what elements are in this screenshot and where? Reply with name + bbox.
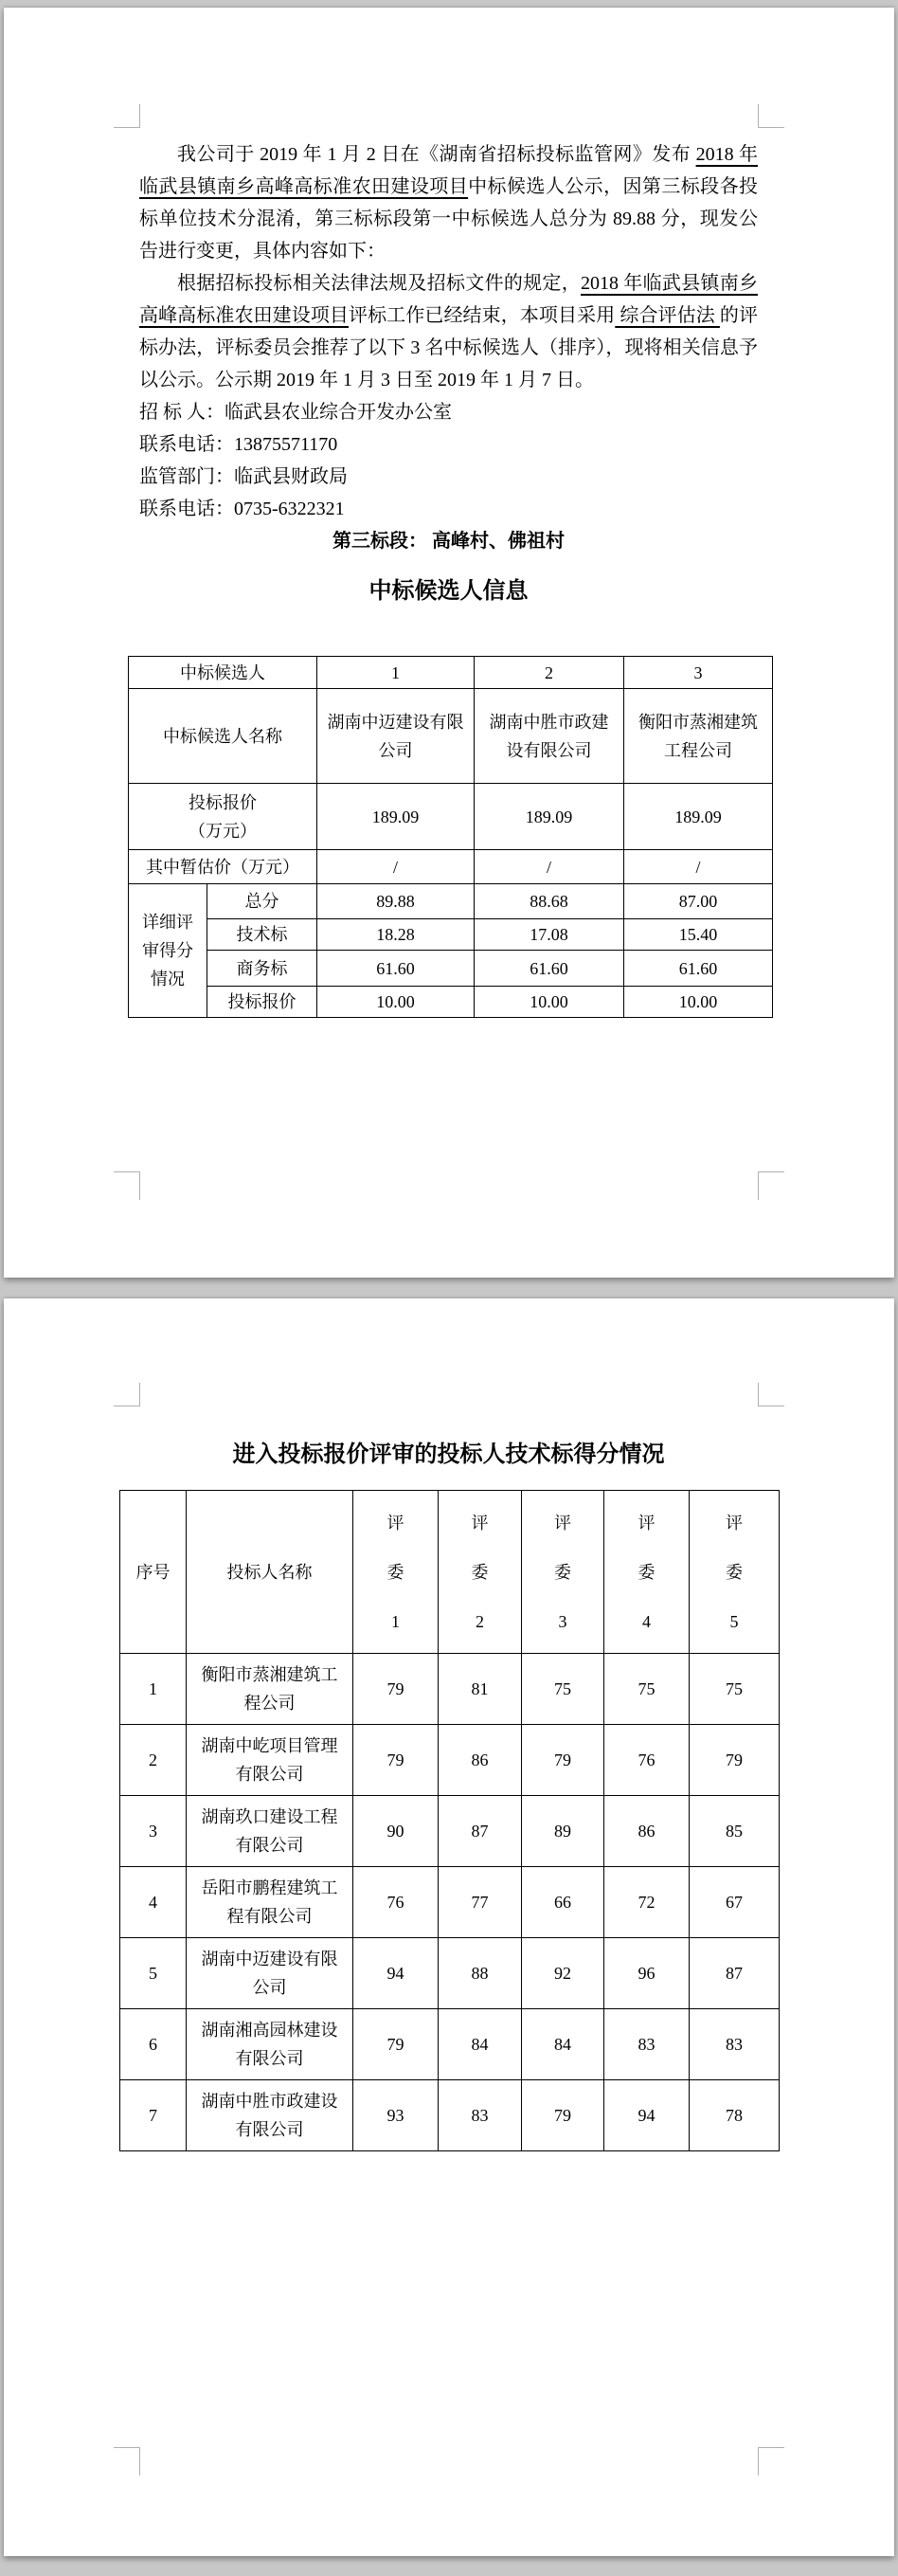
score-cell: 94 (604, 2080, 690, 2151)
header-index: 序号 (120, 1491, 187, 1654)
score-cell: 67 (690, 1867, 780, 1938)
header-judge (690, 1491, 780, 1654)
technical-scores-table (119, 1490, 780, 2151)
score-cell: 84 (522, 2009, 604, 2080)
score-cell: 88.68 (475, 884, 624, 919)
estimate-price-cell: / (624, 850, 773, 884)
table1-title: 中标候选人信息 (368, 578, 529, 604)
score-group-label-text: 详细评审得分情况 (142, 913, 193, 989)
candidate-name-label: 中标候选人名称 (129, 689, 317, 784)
judge-label: 评委4 (638, 1513, 656, 1631)
score-cell: 75 (690, 1654, 780, 1725)
score-cell: 78 (690, 2080, 780, 2151)
header-judge (604, 1491, 690, 1654)
row-index-cell: 7 (120, 2080, 187, 2151)
estimate-price-label: 其中暂估价（万元） (129, 850, 317, 884)
judge-label: 评委5 (725, 1513, 743, 1631)
text-run: 评标工作已经结束，本项目采用 (349, 305, 616, 326)
candidate-rank-cell: 1 (317, 657, 475, 689)
text-run: 中标候选人公示，因第三标段各投标单位技术分混淆，第三标标段第一中标候选人总分为 89.88 分，现发公告进行变更，具体内容如下： (139, 176, 759, 262)
score-cell: 93 (353, 2080, 439, 2151)
table-row (129, 884, 773, 919)
bidder-name-cell: 湖南湘高园林建设有限公司 (187, 2009, 353, 2080)
paragraph-announcement (139, 138, 758, 267)
score-cell: 87 (690, 1938, 780, 2009)
score-cell: 84 (439, 2009, 522, 2080)
score-cell: 76 (604, 1725, 690, 1796)
bidder-name-cell: 湖南玖口建设工程有限公司 (187, 1796, 353, 1867)
table-row (129, 657, 773, 689)
tenderer-phone-line: 联系电话：13875571170 (139, 434, 338, 455)
score-cell: 83 (604, 2009, 690, 2080)
score-cell: 94 (353, 1938, 439, 2009)
score-cell: 85 (690, 1796, 780, 1867)
row-index-cell: 2 (120, 1725, 187, 1796)
score-cell: 17.08 (475, 919, 624, 951)
score-cell: 83 (690, 2009, 780, 2080)
candidate-rank-cell: 3 (624, 657, 773, 689)
score-cell: 10.00 (475, 987, 624, 1018)
score-cell: 77 (439, 1867, 522, 1938)
table-row (120, 1796, 780, 1867)
estimate-price-cell: / (475, 850, 624, 884)
table-row (129, 919, 773, 951)
row-index-cell: 3 (120, 1796, 187, 1867)
score-cell: 15.40 (624, 919, 773, 951)
candidate-name-cell: 湖南中胜市政建设有限公司 (475, 689, 624, 784)
score-cell: 79 (690, 1725, 780, 1796)
score-cell: 10.00 (317, 987, 475, 1018)
table-row (129, 784, 773, 850)
text-run: 的评标办法，评标委员会推荐了以下 3 名中标候选人（排序），现将相关信息予以公示。公示期 2019 年 1 月 3 日至 2019 年 1 月 7 日。 (139, 305, 759, 390)
score-cell: 79 (522, 1725, 604, 1796)
table-row (129, 987, 773, 1018)
bid-price-cell: 189.09 (317, 784, 475, 850)
bidder-name-cell: 湖南中迈建设有限公司 (187, 1938, 353, 2009)
score-cell: 72 (604, 1867, 690, 1938)
bid-price-label-text: 投标报价（万元） (188, 792, 257, 841)
score-row-label: 技术标 (207, 919, 317, 951)
judge-label: 评委3 (553, 1513, 571, 1631)
score-row-label: 商务标 (207, 951, 317, 987)
table-row (129, 951, 773, 987)
score-cell: 76 (353, 1867, 439, 1938)
score-cell: 79 (353, 1725, 439, 1796)
table2-title: 进入投标报价评审的投标人技术标得分情况 (232, 1442, 665, 1467)
header-candidate-label: 中标候选人 (129, 657, 317, 689)
score-cell: 79 (353, 1654, 439, 1725)
table-header-row (120, 1491, 780, 1654)
table-row (120, 2080, 780, 2151)
underlined-project-name: 2018 年临武县镇南乡高峰高标准农田建设项目 (139, 273, 759, 326)
candidate-name-cell: 衡阳市蒸湘建筑工程公司 (624, 689, 773, 784)
score-cell: 88 (439, 1938, 522, 2009)
score-row-label: 投标报价 (207, 987, 317, 1018)
score-cell: 61.60 (317, 951, 475, 987)
score-cell: 10.00 (624, 987, 773, 1018)
header-judge (439, 1491, 522, 1654)
score-cell: 86 (604, 1796, 690, 1867)
score-cell: 86 (439, 1725, 522, 1796)
score-cell: 61.60 (624, 951, 773, 987)
winning-candidates-table (128, 656, 773, 1018)
score-cell: 87 (439, 1796, 522, 1867)
underlined-project-name: 2018 年临武县镇南乡高峰高标准农田建设项目 (139, 144, 759, 197)
score-cell: 79 (522, 2080, 604, 2151)
score-cell: 79 (353, 2009, 439, 2080)
judge-label: 评委1 (386, 1513, 404, 1631)
score-cell: 66 (522, 1867, 604, 1938)
score-cell: 92 (522, 1938, 604, 2009)
score-cell: 75 (522, 1654, 604, 1725)
bidder-name-cell: 衡阳市蒸湘建筑工程公司 (187, 1654, 353, 1725)
row-index-cell: 4 (120, 1867, 187, 1938)
document-page-1 (4, 8, 894, 1278)
table-row (120, 1867, 780, 1938)
score-cell: 89 (522, 1796, 604, 1867)
candidate-name-cell: 湖南中迈建设有限公司 (317, 689, 475, 784)
text-run: 根据招标投标相关法律法规及招标文件的规定， (177, 273, 581, 294)
bidder-name-cell: 湖南中屹项目管理有限公司 (187, 1725, 353, 1796)
text-run: 我公司于 2019 年 1 月 2 日在《湖南省招标投标监管网》发布 (177, 144, 696, 165)
table-row (120, 1938, 780, 2009)
table-row (129, 689, 773, 784)
score-cell: 75 (604, 1654, 690, 1725)
table-row (129, 850, 773, 884)
document-page-2 (4, 1298, 894, 2556)
page1-text-area (4, 8, 894, 1278)
table-row (120, 1654, 780, 1725)
row-index-cell: 6 (120, 2009, 187, 2080)
score-cell: 83 (439, 2080, 522, 2151)
header-bidder-name: 投标人名称 (187, 1491, 353, 1654)
supervisor-line: 监管部门：临武县财政局 (139, 466, 348, 487)
underlined-evaluation-method: 综合评估法 (615, 305, 720, 326)
score-cell: 81 (439, 1654, 522, 1725)
score-cell: 89.88 (317, 884, 475, 919)
table-row (120, 1725, 780, 1796)
tenderer-line: 招 标 人：临武县农业综合开发办公室 (139, 402, 452, 423)
bidder-name-cell: 岳阳市鹏程建筑工程有限公司 (187, 1867, 353, 1938)
estimate-price-cell: / (317, 850, 475, 884)
score-cell: 87.00 (624, 884, 773, 919)
bid-price-cell: 189.09 (624, 784, 773, 850)
score-cell: 96 (604, 1938, 690, 2009)
score-group-label (129, 884, 207, 1018)
row-index-cell: 1 (120, 1654, 187, 1725)
score-cell: 61.60 (475, 951, 624, 987)
bid-price-label (129, 784, 317, 850)
header-judge (522, 1491, 604, 1654)
header-judge (353, 1491, 439, 1654)
candidate-rank-cell: 2 (475, 657, 624, 689)
bid-price-cell: 189.09 (475, 784, 624, 850)
row-index-cell: 5 (120, 1938, 187, 2009)
supervisor-phone-line: 联系电话：0735-6322321 (139, 499, 345, 519)
score-cell: 18.28 (317, 919, 475, 951)
score-row-label: 总分 (207, 884, 317, 919)
page2-text-area (4, 1298, 894, 2556)
table-row (120, 2009, 780, 2080)
paragraph-evaluation (139, 267, 758, 396)
score-cell: 90 (353, 1796, 439, 1867)
bidder-name-cell: 湖南中胜市政建设有限公司 (187, 2080, 353, 2151)
judge-label: 评委2 (471, 1513, 489, 1631)
section-label: 第三标段： 高峰村、佛祖村 (332, 531, 565, 552)
